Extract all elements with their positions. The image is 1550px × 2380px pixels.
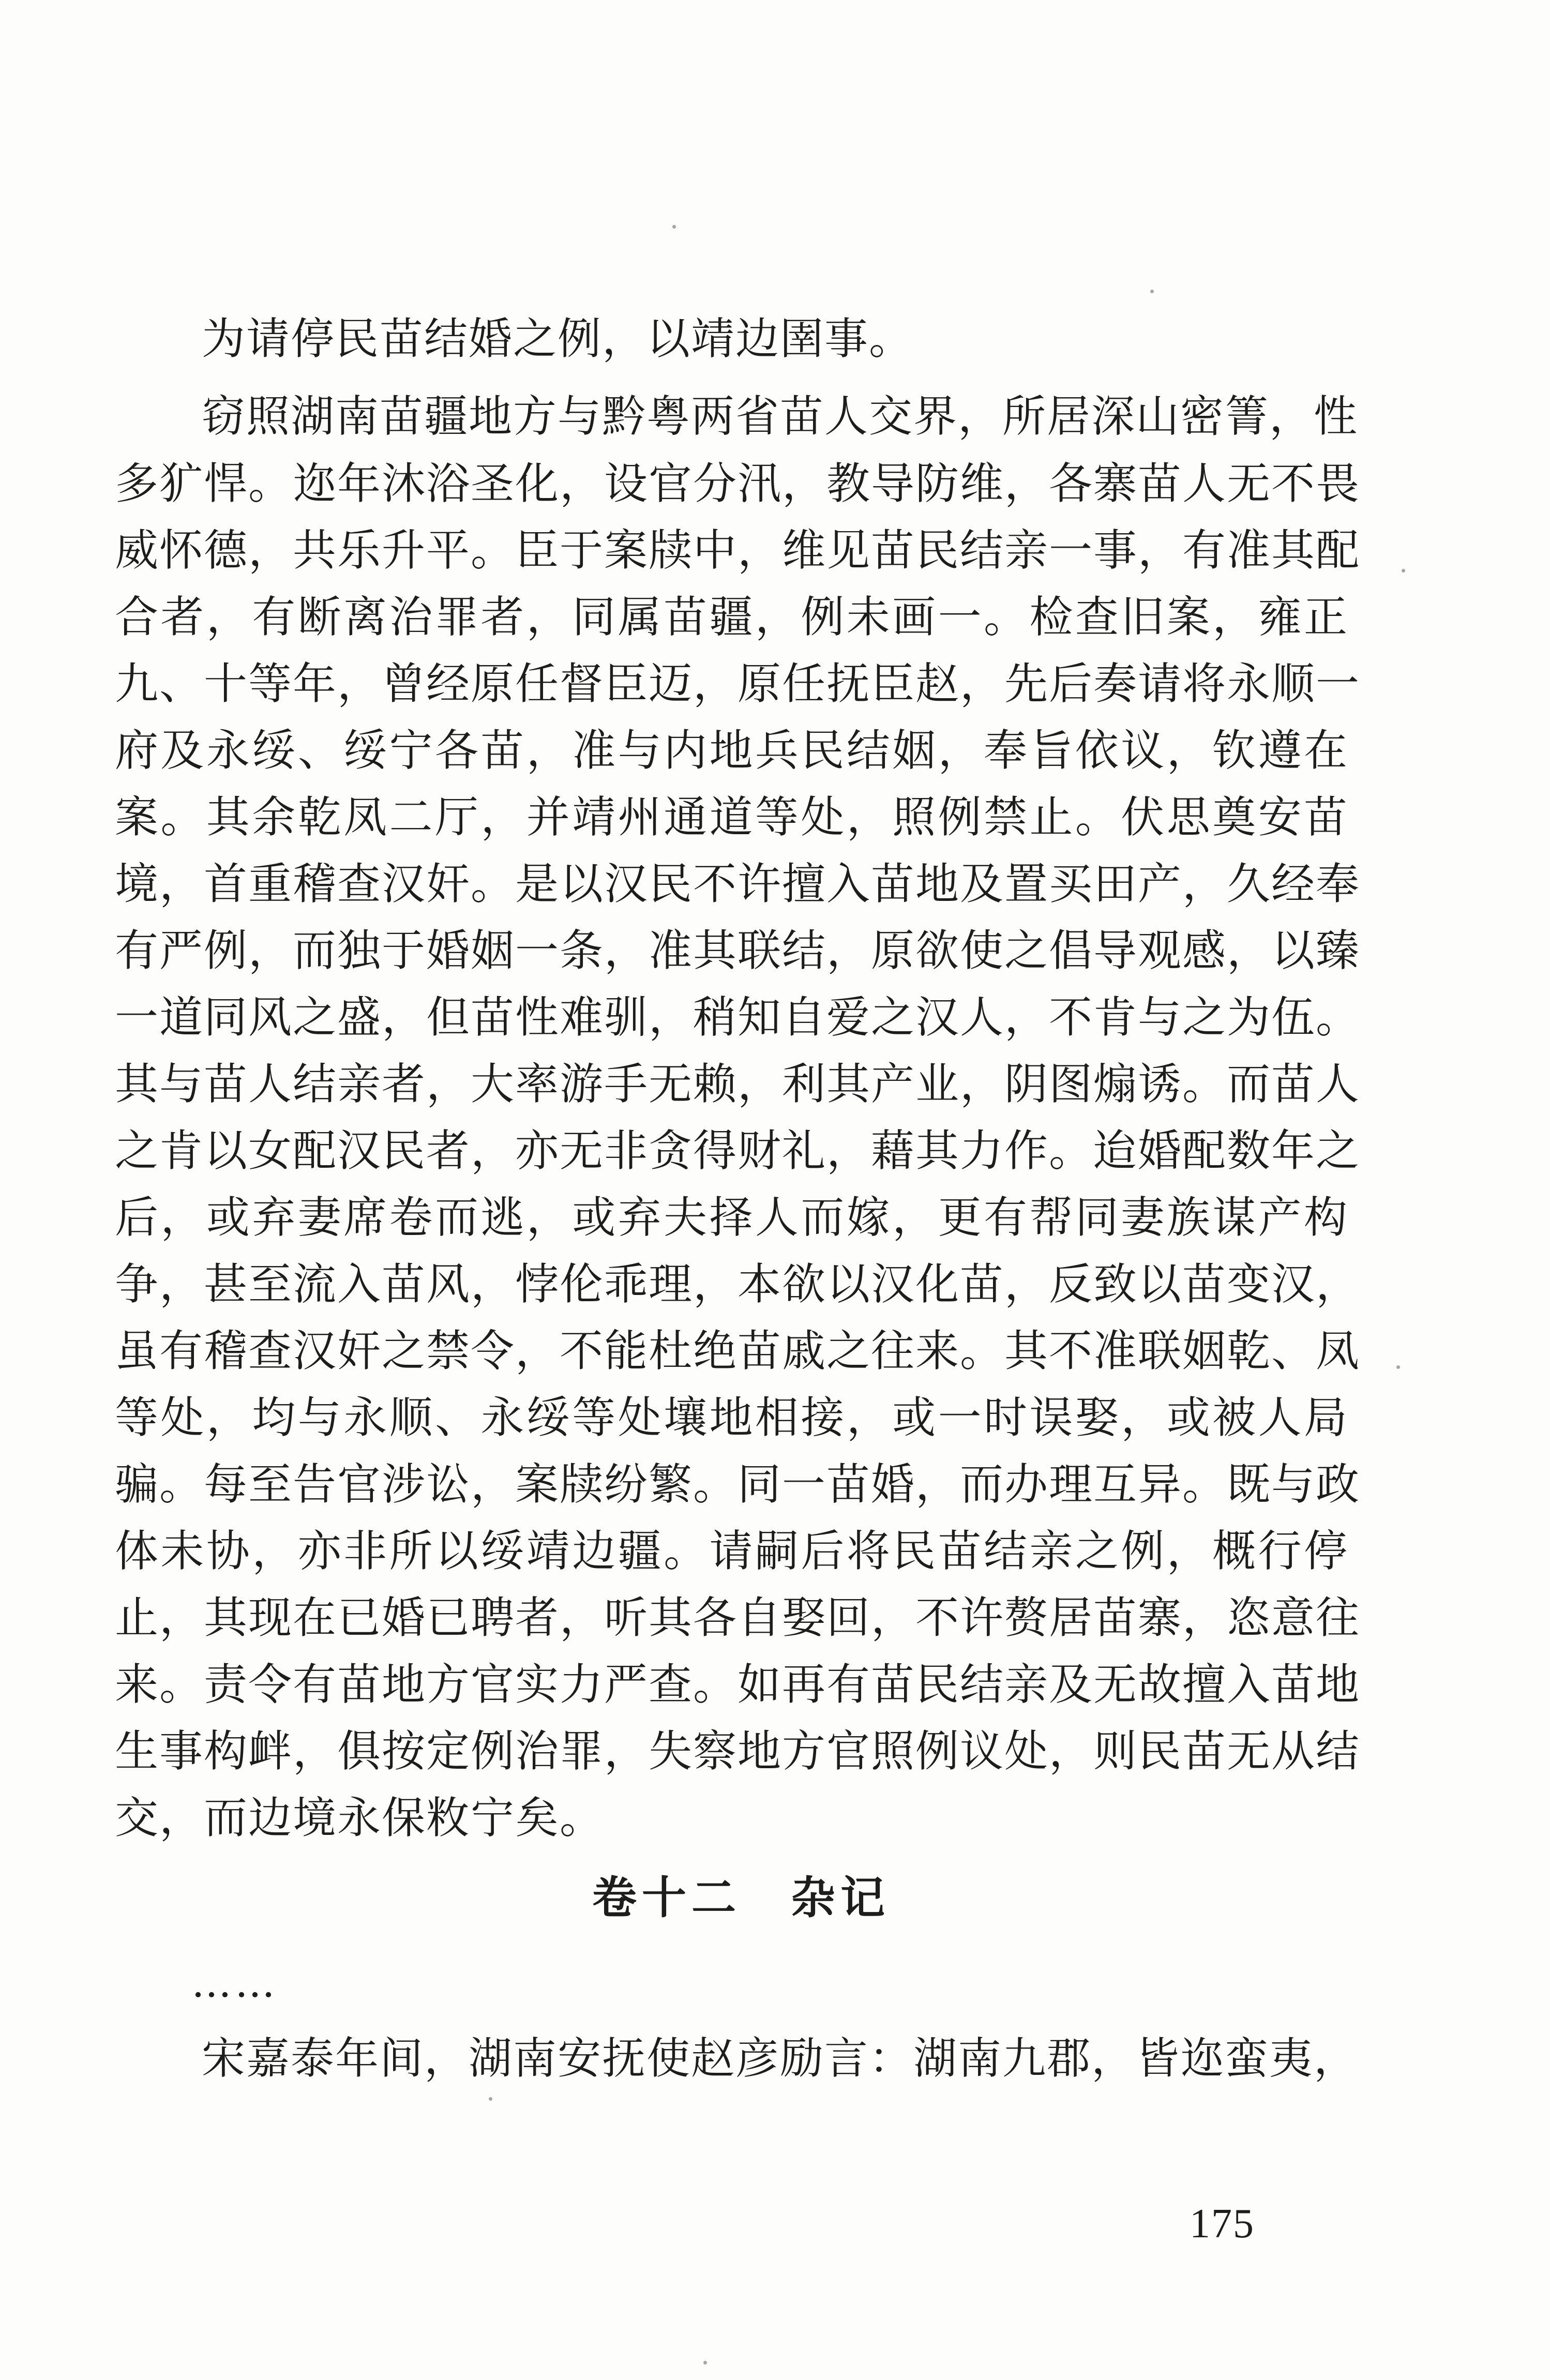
body-text-line: 合者，有断离治罪者，同属苗疆，例未画一。检查旧案，雍正 xyxy=(115,592,1348,642)
body-text-line: 止，其现在已婚已聘者，听其各自娶回，不许赘居苗寨，恣意往 xyxy=(115,1592,1361,1643)
scan-speck xyxy=(489,2097,492,2101)
scan-speck xyxy=(1396,1365,1400,1369)
page-number: 175 xyxy=(1190,2201,1255,2247)
body-text-line: 生事构衅，俱按定例治罪，失察地方官照例议处，则民苗无从结 xyxy=(115,1726,1361,1776)
body-text-line: 交，而边境永保敉宁矣。 xyxy=(115,1792,605,1843)
body-text-line: 其与苗人结亲者，大率游手无赖，利其产业，阴图煽诱。而苗人 xyxy=(115,1059,1361,1109)
section-heading: 卷十二 杂记 xyxy=(592,1872,890,1924)
scan-speck xyxy=(703,2361,707,2364)
body-text-line: 窃照湖南苗疆地方与黔粤两省苗人交界，所居深山密箐，性 xyxy=(202,391,1359,442)
body-text-line: 九、十等年，曾经原任督臣迈，原任抚臣赵，先后奏请将永顺一 xyxy=(115,658,1361,709)
body-text-line: 府及永绥、绥宁各苗，准与内地兵民结姻，奉旨依议，钦遵在 xyxy=(115,725,1348,776)
body-text-line: 威怀德，共乐升平。臣于案牍中，维见苗民结亲一事，有准其配 xyxy=(115,525,1361,576)
scan-speck xyxy=(1150,290,1154,293)
body-text-line: 争，甚至流入苗风，悖伦乖理，本欲以汉化苗，反致以苗变汉， xyxy=(115,1259,1361,1309)
memorial-title-line: 为请停民苗结婚之例，以靖边圉事。 xyxy=(202,313,914,364)
body-text-line: 体未协，亦非所以绥靖边疆。请嗣后将民苗结亲之例，概行停 xyxy=(115,1526,1348,1576)
scan-speck xyxy=(672,225,676,229)
body-text-line: 后，或弃妻席卷而逃，或弃夫择人而嫁，更有帮同妻族谋产构 xyxy=(115,1192,1348,1243)
scan-speck xyxy=(1402,569,1405,573)
body-text-line: 虽有稽查汉奸之禁令，不能杜绝苗戚之往来。其不准联姻乾、凤 xyxy=(115,1325,1361,1376)
omission-mark: …… xyxy=(191,1960,278,2007)
body-text-line: 来。责令有苗地方官实力严查。如再有苗民结亲及无故擅入苗地 xyxy=(115,1659,1361,1710)
body-text-line: 骗。每至告官涉讼，案牍纷繁。同一苗婚，而办理互异。既与政 xyxy=(115,1459,1361,1510)
body-text-line: 多犷悍。迩年沐浴圣化，设官分汛，教导防维，各寨苗人无不畏 xyxy=(115,458,1361,509)
body-text-line: 之肯以女配汉民者，亦无非贪得财礼，藉其力作。迨婚配数年之 xyxy=(115,1125,1361,1176)
body-text-line: 有严例，而独于婚姻一条，准其联结，原欲使之倡导观感，以臻 xyxy=(115,925,1361,976)
body-text-line: 等处，均与永顺、永绥等处壤地相接，或一时误娶，或被人局 xyxy=(115,1392,1348,1443)
body-text-line: 境，首重稽查汉奸。是以汉民不许擅入苗地及置买田产，久经奉 xyxy=(115,858,1361,909)
section-first-line: 宋嘉泰年间，湖南安抚使赵彦励言：湖南九郡，皆迩蛮夷， xyxy=(202,2033,1359,2084)
body-text-line: 案。其余乾凤二厅，并靖州通道等处，照例禁止。伏思奠安苗 xyxy=(115,792,1348,842)
body-text-line: 一道同风之盛，但苗性难驯，稍知自爱之汉人，不肯与之为伍。 xyxy=(115,992,1361,1043)
